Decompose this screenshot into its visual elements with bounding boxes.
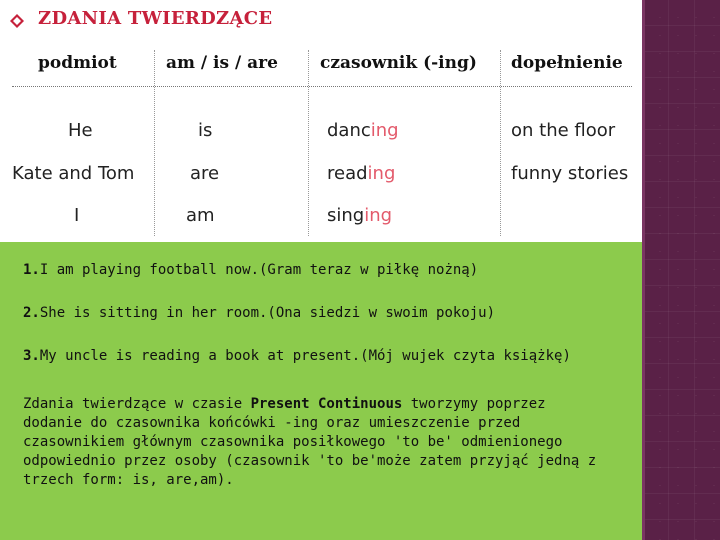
example-sentence bbox=[23, 347, 603, 366]
example-text: I am playing football now.(Gram teraz w piłkę nożną) bbox=[39, 262, 479, 278]
content-panel bbox=[0, 242, 642, 540]
verb-suffix: ing bbox=[370, 120, 399, 141]
example-number: 2. bbox=[23, 305, 40, 321]
column-divider bbox=[500, 50, 501, 236]
example-sentence bbox=[23, 304, 603, 323]
example-text: My uncle is reading a book at present.(Mój wujek czyta książkę) bbox=[39, 348, 571, 364]
example-sentence bbox=[23, 261, 603, 280]
explanation-text: Zdania twierdzące w czasie bbox=[23, 396, 251, 412]
cell-aux: am bbox=[186, 205, 215, 226]
example-text: She is sitting in her room.(Ona siedzi w swoim pokoju) bbox=[39, 305, 496, 321]
decorative-sidebar bbox=[642, 0, 720, 540]
verb-base: sing bbox=[327, 205, 365, 226]
cell-subject: Kate and Tom bbox=[12, 163, 135, 184]
explanation-paragraph bbox=[23, 395, 598, 490]
cell-verb bbox=[327, 205, 392, 226]
cell-verb bbox=[327, 120, 399, 141]
example-number: 1. bbox=[23, 262, 40, 278]
col-header-subject: podmiot bbox=[38, 53, 117, 73]
column-divider bbox=[154, 50, 155, 236]
arrow-bullet-icon bbox=[10, 14, 24, 28]
cell-subject: I bbox=[74, 205, 80, 226]
cell-subject: He bbox=[68, 120, 93, 141]
cell-object: funny stories bbox=[511, 163, 629, 184]
col-header-object: dopełnienie bbox=[511, 53, 623, 73]
slide-title: ZDANIA TWIERDZĄCE bbox=[38, 8, 273, 29]
verb-suffix: ing bbox=[367, 163, 396, 184]
verb-base: danc bbox=[327, 120, 371, 141]
header-divider bbox=[12, 86, 632, 87]
cell-object: on the floor bbox=[511, 120, 616, 141]
example-number: 3. bbox=[23, 348, 40, 364]
cell-aux: are bbox=[190, 163, 220, 184]
verb-suffix: ing bbox=[364, 205, 393, 226]
col-header-aux: am / is / are bbox=[166, 53, 278, 73]
col-header-verb: czasownik (-ing) bbox=[320, 53, 477, 73]
verb-base: read bbox=[327, 163, 368, 184]
explanation-text: tworzymy poprzez dodanie do czasownika końcówki -ing oraz umieszczenie przed czasownikiem głównym czasownika posiłkowego 'to be' odmienionego odpowiednio przez osoby (czasownik 'to be'może zatem przyjąć jedną z trzech form: is, are,am). bbox=[23, 396, 597, 488]
cell-verb bbox=[327, 163, 395, 184]
tense-name: Present Continuous bbox=[250, 396, 403, 412]
cell-aux: is bbox=[198, 120, 213, 141]
column-divider bbox=[308, 50, 309, 236]
